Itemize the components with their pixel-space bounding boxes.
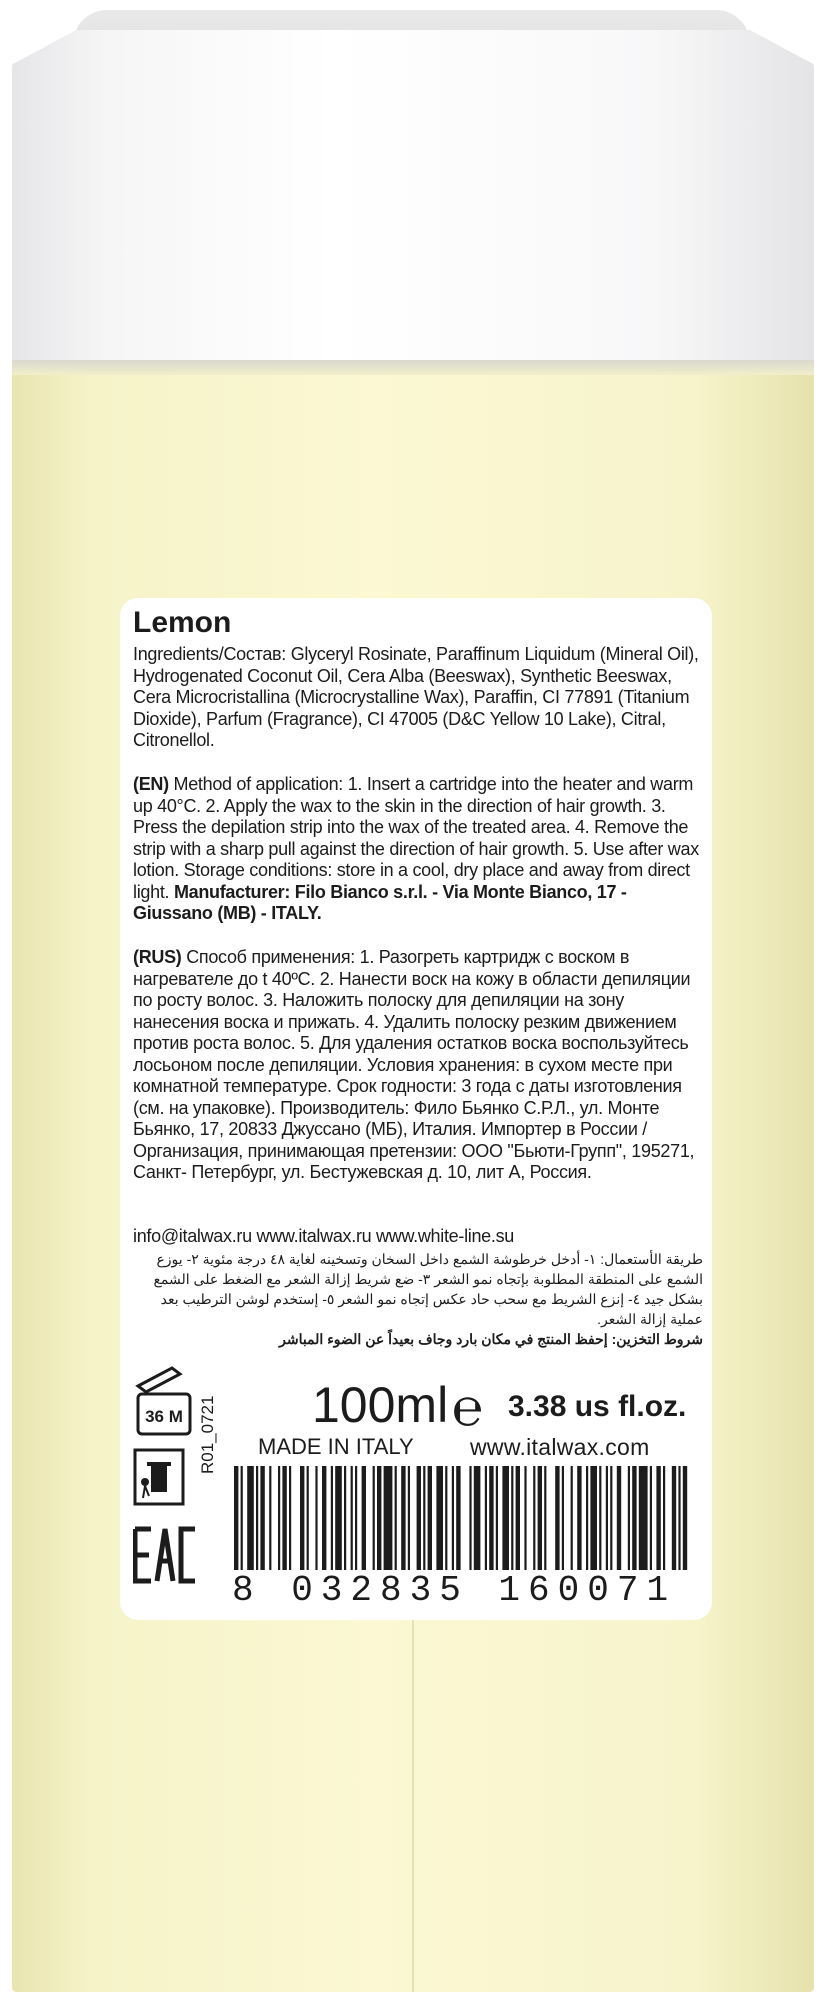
barcode-bar: [247, 1466, 254, 1570]
barcode-bar: [474, 1466, 481, 1570]
barcode-bar: [423, 1466, 425, 1570]
barcode-bar: [417, 1466, 421, 1570]
barcode-bar: [452, 1466, 454, 1570]
barcode-bar: [610, 1466, 612, 1570]
rus-tag: (RUS): [133, 947, 182, 967]
barcode-bar: [617, 1466, 621, 1570]
barcode-bar: [485, 1466, 487, 1570]
barcode-bar: [496, 1466, 498, 1570]
barcode-bar: [599, 1466, 601, 1570]
rus-text: Способ применения: 1. Разогреть картридж с воском в нагревателе до t 40ºС. 2. Нанести воск на кожу в области депиляции по росту волос. 3. Наложить полоску для депиляции на зону нанесения воска и прижать. 4. Удалить полоску резким движением против роста волос. 5. Для удаления остатков воска воспользуйтесь лосьоном после депиляции. Условия хранения: в сухом месте при комнатной температуре. Срок годности: 3 года с даты изготовления (см. на упаковке). Производитель: Фило Бьянко С.Р.Л., ул. Монте Бьянко, 17, 20833 Джуссано (МБ), Италия. Импортер в России / Организация, принимающая претензии: ООО "Бьюти-Групп", 195271, Санкт- Петербург, ул. Бестужевская д. 10, лит А, Россия.: [133, 947, 695, 1182]
made-in-label: MADE IN ITALY: [258, 1434, 414, 1459]
barcode-bar: [683, 1466, 687, 1570]
barcode-bar: [408, 1466, 410, 1570]
ingredients-text: Ingredients/Состав: Glyceryl Rosinate, Paraffinum Liquidum (Mineral Oil), Hydrogenated Coconut Oil, Cera Alba (Beeswax), Synthetic Beeswax, Cera Microcristallina (Microcrystalline Wax), Paraffin, CI 77891 (Titanium Dioxide), Parfum (Fragrance), CI 47005 (D&C Yellow 10 Lake), Citral, Citronellol.: [133, 644, 699, 750]
barcode-bar: [533, 1466, 535, 1570]
barcode-bar: [502, 1466, 509, 1570]
barcode-bar: [355, 1466, 357, 1570]
barcode-bar: [650, 1466, 652, 1570]
barcode-bar: [395, 1466, 397, 1570]
jar-icon: [132, 1360, 196, 1440]
barcode-bar: [377, 1466, 381, 1570]
cartridge-cap: [12, 30, 814, 375]
eac-icon: [133, 1525, 203, 1585]
en-text: Method of application: 1. Insert a cartridge into the heater and warm up 40°C. 2. Apply the wax to the skin in the direction of hair growth. 3. Press the depilation strip into the wax of the treated area. 4. Remove the strip with a sharp pull against the direction of hair growth. 5. Use after wax lotion. Storage conditions: store in a cool, dry place and away from direct light.: [133, 774, 699, 902]
barcode-bar: [469, 1466, 471, 1570]
product-name: Lemon: [133, 606, 232, 639]
barcode-bar: [555, 1466, 559, 1570]
barcode-bar: [590, 1466, 597, 1570]
barcode-bar: [511, 1466, 513, 1570]
barcode-bar: [373, 1466, 375, 1570]
barcode-bar: [260, 1466, 264, 1570]
manufacturer-info: Manufacturer: Filo Bianco s.r.l. - Via Monte Bianco, 17 - Giussano (MB) - ITALY.: [133, 881, 627, 923]
barcode-bar: [269, 1466, 271, 1570]
barcode: [232, 1466, 692, 1570]
barcode-bar: [289, 1466, 291, 1570]
barcode-bar: [256, 1466, 258, 1570]
barcode-bar: [562, 1466, 564, 1570]
barcode-bar: [571, 1466, 573, 1570]
barcode-bar: [656, 1466, 660, 1570]
batch-code: R01_0721: [198, 1395, 217, 1474]
barcode-bar: [538, 1466, 542, 1570]
english-instructions: [133, 774, 703, 925]
barcode-bar: [344, 1466, 346, 1570]
barcode-bar: [436, 1466, 443, 1570]
volume-oz: 3.38 us fl.oz.: [508, 1390, 687, 1423]
eac-mark: [133, 1525, 203, 1585]
cartridge-seam: [412, 1620, 414, 1992]
barcode-bar: [672, 1466, 676, 1570]
recycle-bin-icon: [133, 1448, 185, 1506]
barcode-bar: [639, 1466, 648, 1570]
russian-instructions: [133, 947, 703, 1184]
barcode-bar: [282, 1466, 286, 1570]
barcode-bar: [544, 1466, 546, 1570]
cap-rim: [12, 360, 814, 376]
barcode-bar: [401, 1466, 405, 1570]
volume-ml: 100ml: [312, 1377, 449, 1433]
website-url: www.italwax.com: [470, 1434, 650, 1460]
barcode-bar: [351, 1466, 353, 1570]
estimated-sign: ℮: [452, 1379, 484, 1437]
en-tag: (EN): [133, 774, 169, 794]
barcode-bar: [586, 1466, 588, 1570]
barcode-bar: [384, 1466, 393, 1570]
barcode-bar: [663, 1466, 665, 1570]
barcode-bar: [315, 1466, 317, 1570]
arabic-instructions: طريقة الأستعمال: ١- أدخل خرطوشة الشمع داخل السخان وتسخينه لغاية ٤٨ درجة مئوية ٢- يوزع الشمع على المنطقة المطلوبة بإتجاه نمو الشعر ٣- ضع شريط إزالة الشعر مع الضغط على الشمع بشكل جيد ٤- إنزع الشريط مع سحب حاد عكس إتجاه نمو الشعر ٥- إستخدم لوشن الترطيب بعد عملية إزالة الشعر.: [153, 1251, 703, 1327]
barcode-bar: [678, 1466, 680, 1570]
barcode-bar: [307, 1466, 309, 1570]
barcode-bar: [577, 1466, 581, 1570]
barcode-bar: [489, 1466, 493, 1570]
barcode-bar: [322, 1466, 326, 1570]
contact-links: info@italwax.ru www.italwax.ru www.white-line.su: [133, 1226, 515, 1246]
barcode-bar: [428, 1466, 432, 1570]
barcode-bar: [524, 1466, 526, 1570]
arabic-storage: شروط التخزين: إحفظ المنتج في مكان بارد وجاف بعيداً عن الضوء المباشر: [279, 1331, 703, 1347]
barcode-bar: [234, 1466, 238, 1570]
barcode-bar: [606, 1466, 608, 1570]
barcode-bar: [628, 1466, 630, 1570]
barcode-bar: [456, 1466, 460, 1570]
barcode-bar: [331, 1466, 333, 1570]
barcode-number: 8 032835 160071: [232, 1570, 677, 1611]
barcode-bar: [300, 1466, 304, 1570]
pao-label: 36 M: [145, 1407, 183, 1426]
barcode-bar: [632, 1466, 636, 1570]
barcode-bar: [445, 1466, 447, 1570]
barcode-bar: [278, 1466, 280, 1570]
barcode-bar: [335, 1466, 342, 1570]
barcode-bar: [516, 1466, 520, 1570]
barcode-bars: [232, 1466, 692, 1570]
barcode-bar: [362, 1466, 366, 1570]
barcode-bar: [241, 1466, 243, 1570]
